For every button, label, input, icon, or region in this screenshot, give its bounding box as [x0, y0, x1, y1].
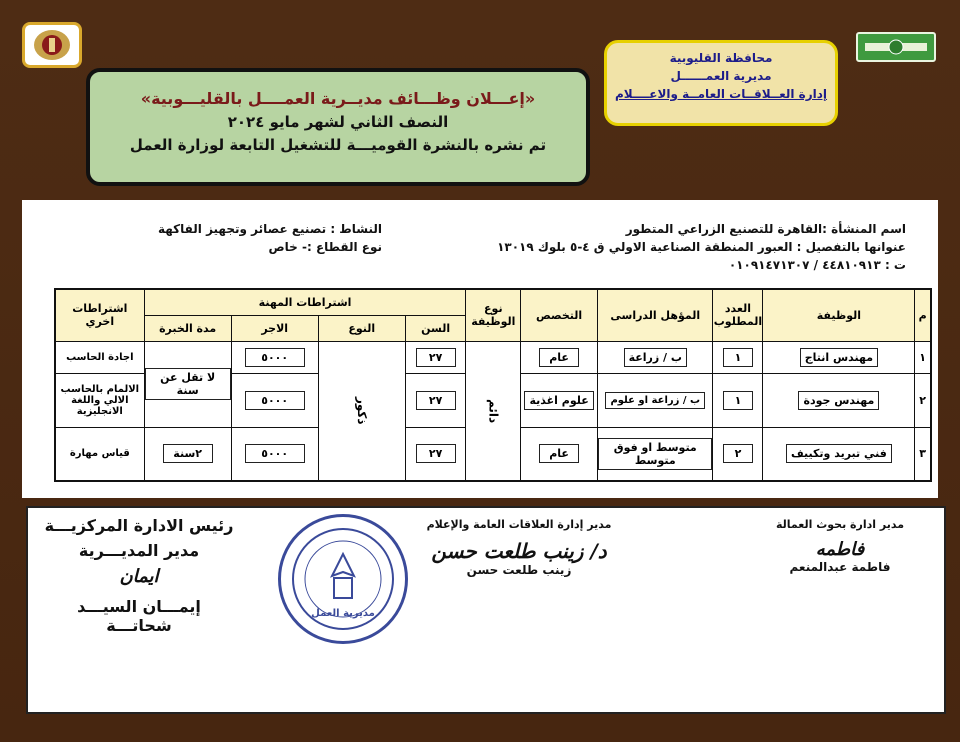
research-name: فاطمة عبدالمنعم	[789, 560, 891, 574]
official-stamp	[278, 514, 408, 644]
egypt-emblem-logo	[22, 22, 82, 68]
col-header-cond: اشتراطات المهنة	[144, 289, 466, 315]
company-address: عنوانها بالتفصيل : العبور المنطقة الصناعية الاولي ق ٤-٥ بلوك ١٣٠١٩	[497, 240, 906, 254]
job-age: ٢٧	[416, 348, 456, 367]
signature-head	[44, 516, 234, 635]
research-signature: فاطمه	[815, 539, 865, 560]
col-header-other: اشتراطات اخري	[55, 289, 144, 341]
company-info	[456, 220, 906, 274]
row-number: ١	[915, 341, 931, 373]
pr-signature: د/ زينب طلعت حسن	[431, 539, 607, 563]
announcement-publication: تم نشره بالنشرة القوميـــة للتشغيل التابعة لوزارة العمل	[129, 136, 547, 154]
row-number: ٢	[915, 373, 931, 427]
job-salary: ٥٠٠٠	[245, 444, 305, 463]
job-title: مهندس جودة	[798, 391, 879, 410]
signature-area	[26, 506, 946, 714]
col-header-qual: المؤهل الدراسى	[598, 289, 713, 341]
job-title: فني تبريد وتكييف	[786, 444, 892, 463]
experience-merged: لا تقل عن سنة	[145, 368, 231, 400]
signature-pr	[394, 518, 644, 577]
col-header-count: العدد المطلوب	[713, 289, 763, 341]
job-qualification: متوسط او فوق متوسط	[598, 438, 712, 470]
table-row	[55, 341, 931, 373]
job-qualification: ب / زراعة او علوم	[605, 392, 705, 409]
other-req-1: اجادة الحاسب	[55, 341, 144, 373]
pr-title: مدير إدارة العلاقات العامة والإعلام	[426, 518, 612, 531]
col-header-exp: مدة الخبرة	[144, 315, 231, 341]
col-header-salary: الاجر	[231, 315, 318, 341]
company-sector: نوع القطاع :- خاص	[268, 240, 382, 254]
job-count: ١	[723, 348, 753, 367]
stamp-text: مديرية العمل	[311, 608, 375, 619]
other-req-2: الالمام بالحاسب الالي واللغة الانجليزية	[55, 373, 144, 427]
jobs-table	[54, 288, 932, 482]
head-signature: ايمان	[119, 566, 159, 587]
head-name: إيمـــان السيـــد شحاتـــة	[77, 597, 201, 635]
company-activity: النشاط : تصنيع عصائر وتجهيز الفاكهة	[157, 222, 382, 236]
head-title-2: مدير المديـــرية	[78, 541, 200, 560]
org-directorate: مديرية العمــــــل	[670, 69, 772, 83]
company-activity-info	[122, 220, 382, 256]
job-sheet	[22, 200, 938, 498]
research-title: مدير ادارة بحوث العمالة	[775, 518, 905, 531]
organization-box	[604, 40, 838, 126]
col-header-m: م	[915, 289, 931, 341]
job-specialization: عام	[539, 348, 579, 367]
col-header-age: السن	[405, 315, 466, 341]
row-number: ٣	[915, 427, 931, 481]
job-qualification: ب / زراعة	[624, 348, 687, 367]
job-count: ١	[723, 391, 753, 410]
job-title: مهندس انتاج	[800, 348, 878, 367]
signature-research	[750, 518, 930, 574]
org-governorate: محافظة القليوبية	[669, 51, 773, 65]
col-header-jobtype: نوع الوظيفة	[466, 289, 521, 341]
org-department: إدارة العــلاقــات العامــة والاعــــلام	[614, 87, 828, 101]
col-header-spec: التخصص	[521, 289, 598, 341]
col-header-gender: النوع	[318, 315, 405, 341]
gender-merged: ذكور	[318, 341, 405, 481]
company-phone: ت : ٤٤٨١٠٩١٣ / ٠١٠٩١٤٧١٣٠٧	[728, 258, 906, 272]
col-header-job: الوظيفة	[763, 289, 915, 341]
other-req-3: قياس مهارة	[55, 427, 144, 481]
company-name: اسم المنشأة :القاهرة للتصنيع الزراعي المتطور	[625, 222, 906, 236]
job-age: ٢٧	[416, 444, 456, 463]
job-specialization: علوم اغذية	[524, 391, 593, 410]
job-type-merged: دائم	[466, 341, 521, 481]
experience-row3: ٢سنة	[163, 444, 213, 463]
pr-name: زينب طلعت حسن	[466, 563, 572, 577]
job-count: ٢	[723, 444, 753, 463]
ministry-logo	[856, 32, 936, 62]
job-age: ٢٧	[416, 391, 456, 410]
announcement-title: «إعـــلان وظـــائف مديــرية العمــــل بالقليـــوبية»	[140, 89, 536, 108]
announcement-period: النصف الثاني لشهر مايو ٢٠٢٤	[227, 113, 449, 131]
job-specialization: عام	[539, 444, 579, 463]
job-salary: ٥٠٠٠	[245, 348, 305, 367]
head-title-1: رئيس الادارة المركزيـــة	[44, 516, 234, 535]
job-salary: ٥٠٠٠	[245, 391, 305, 410]
announcement-title-box	[86, 68, 590, 186]
